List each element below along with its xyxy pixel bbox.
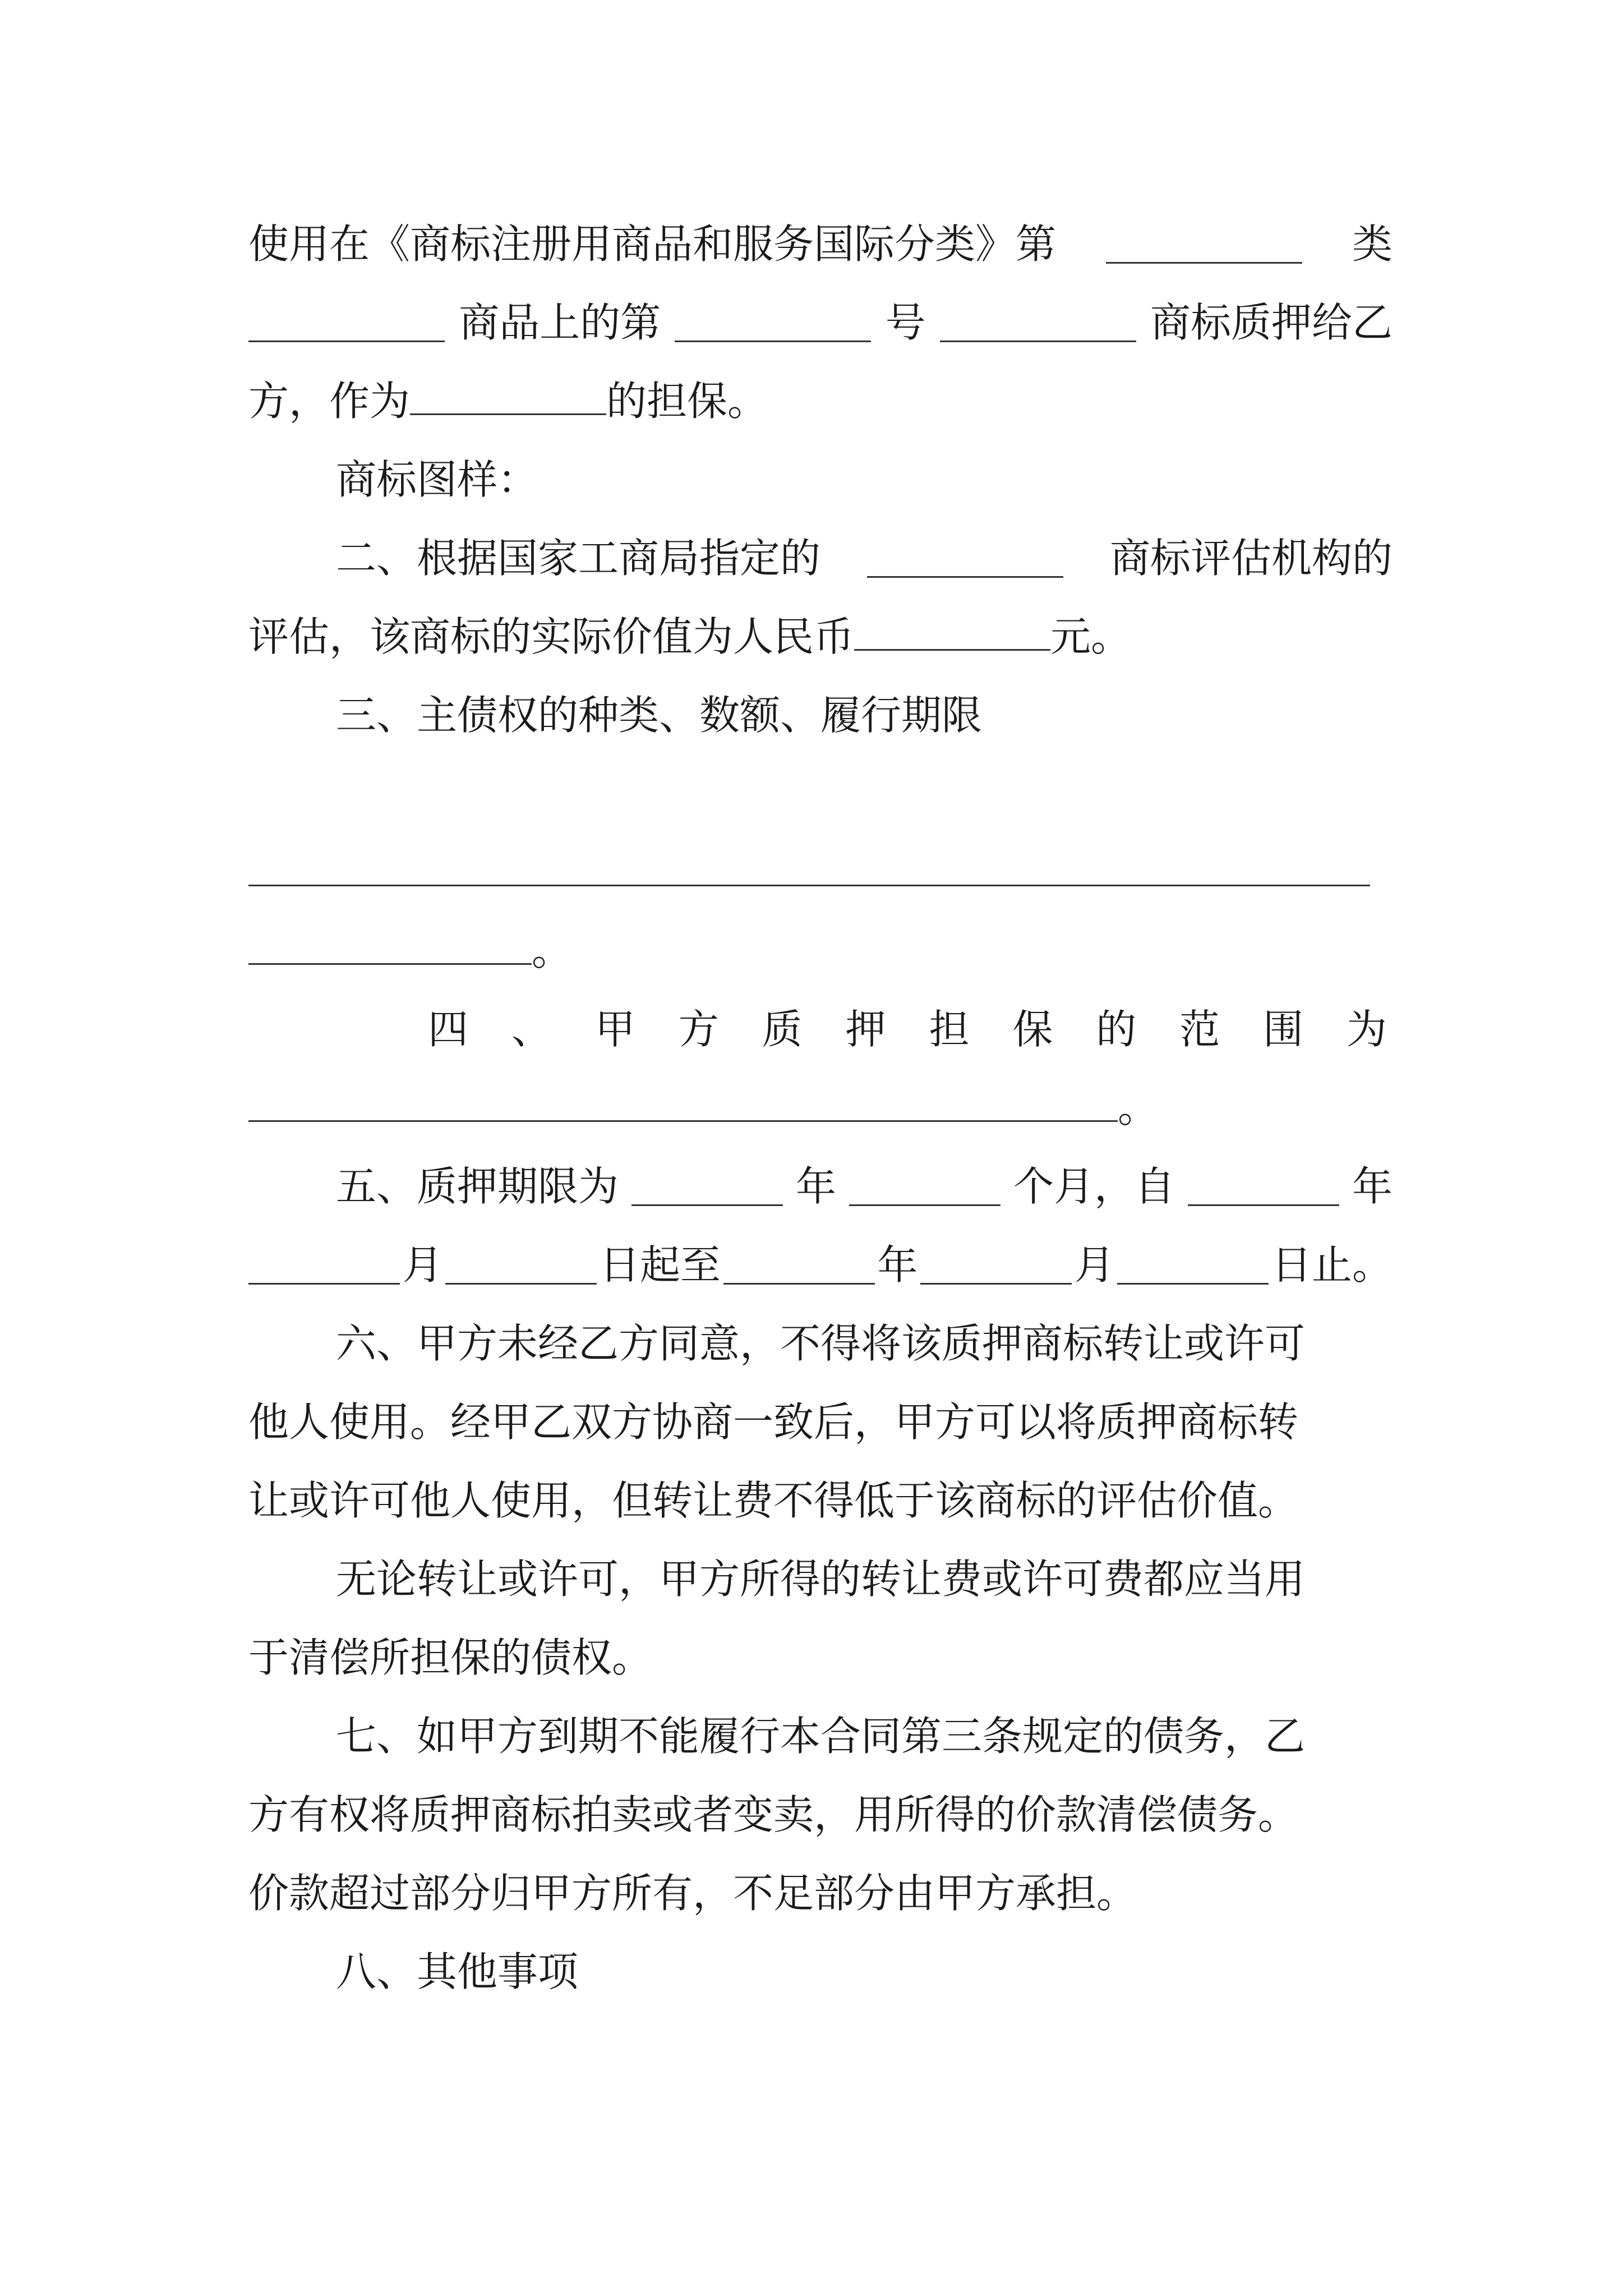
clause-six-para2-line-2 <box>248 1618 1393 1697</box>
blank-field[interactable] <box>723 1246 875 1285</box>
clause-four-line-2 <box>248 1069 1393 1147</box>
text: 类 <box>1352 220 1393 268</box>
clause-three-heading <box>248 676 1393 754</box>
blank-field[interactable] <box>248 1083 1118 1122</box>
text: 价款超过部分归甲方所有，不足部分由甲方承担。 <box>248 1870 1137 1917</box>
text: 。 <box>1118 1084 1159 1131</box>
blank-field[interactable] <box>940 303 1136 342</box>
clause-four-line-1 <box>248 990 1393 1069</box>
clause-eight-heading <box>248 1932 1393 2011</box>
text: 号 <box>885 299 926 346</box>
blank-field[interactable] <box>849 1167 1000 1206</box>
blank-field[interactable] <box>631 1167 783 1206</box>
clause-six-para2-line-1 <box>248 1540 1393 1618</box>
text: 方，作为 <box>248 378 411 425</box>
text: 日起至 <box>599 1241 721 1289</box>
clause-five-line-2 <box>248 1226 1393 1304</box>
clause-one-line-3 <box>248 362 1393 440</box>
clause-three-blank-line <box>248 833 1393 912</box>
trademark-sample-label <box>248 440 1393 519</box>
text: 五、质押期限为 <box>336 1163 619 1210</box>
spaced-heading-char: 保 <box>1012 1006 1053 1053</box>
blank-field[interactable] <box>1106 225 1302 264</box>
blank-field[interactable] <box>445 1246 597 1285</box>
clause-seven-line-2 <box>248 1775 1393 1854</box>
text: 无论转让或许可，甲方所得的转让费或许可费都应当用 <box>336 1556 1306 1603</box>
text: 三、主债权的种类、数额、履行期限 <box>336 692 983 739</box>
spaced-heading-char: 质 <box>762 1006 803 1053</box>
text: 他人使用。经甲乙双方协商一致后，甲方可以将质押商标转 <box>248 1398 1299 1446</box>
blank-field[interactable] <box>248 926 532 965</box>
text: 的担保。 <box>606 378 768 425</box>
spaced-heading-char: 担 <box>929 1006 970 1053</box>
spaced-heading-char: 围 <box>1263 1006 1304 1053</box>
blank-field[interactable] <box>675 303 871 342</box>
text: 商标图样： <box>336 456 538 503</box>
text: 商品上的第 <box>459 299 661 346</box>
spaced-heading <box>428 990 1387 1069</box>
blank-field[interactable] <box>867 539 1063 578</box>
blank-field[interactable] <box>854 612 1050 651</box>
text: 个月，自 <box>1013 1163 1175 1210</box>
text: 元。 <box>1050 613 1132 660</box>
clause-six-line-2 <box>248 1383 1393 1461</box>
text: 年 <box>877 1241 918 1289</box>
text: 评估，该商标的实际价值为人民币 <box>248 613 855 660</box>
text: 让或许可他人使用，但转让费不得低于该商标的评估价值。 <box>248 1477 1299 1524</box>
text: 商标质押给乙 <box>1150 299 1393 346</box>
clause-six-line-1 <box>248 1304 1393 1383</box>
text: 日止。 <box>1271 1241 1393 1289</box>
text: 年 <box>795 1163 836 1210</box>
clause-two-line-1 <box>248 519 1393 597</box>
clause-one-line-1 <box>248 205 1393 283</box>
clause-one-line-2 <box>248 283 1393 362</box>
text: 八、其他事项 <box>336 1948 579 1995</box>
text: 六、甲方未经乙方同意，不得将该质押商标转让或许可 <box>336 1320 1306 1367</box>
spaced-heading-char: 、 <box>511 1006 552 1053</box>
text: 年 <box>1352 1163 1393 1210</box>
spaced-heading-char: 甲 <box>594 1006 635 1053</box>
blank-field[interactable] <box>248 303 445 342</box>
spaced-heading-char: 的 <box>1096 1006 1137 1053</box>
clause-two-line-2 <box>248 597 1393 676</box>
clause-six-line-3 <box>248 1461 1393 1540</box>
blank-field[interactable] <box>248 848 1370 886</box>
clause-five-line-1 <box>248 1147 1393 1226</box>
text: 月 <box>402 1241 443 1289</box>
spaced-heading-char: 四 <box>428 1006 469 1053</box>
text: 方有权将质押商标拍卖或者变卖，用所得的价款清偿债务。 <box>248 1791 1299 1838</box>
clause-seven-line-3 <box>248 1854 1393 1932</box>
text: 使用在《商标注册用商品和服务国际分类》第 <box>248 220 1057 268</box>
spaced-heading-char: 范 <box>1179 1006 1220 1053</box>
text: 二、根据国家工商局指定的 <box>336 535 821 582</box>
blank-field[interactable] <box>1188 1167 1339 1206</box>
spaced-heading-char: 为 <box>1346 1006 1387 1053</box>
text: 。 <box>532 927 573 974</box>
blank-field[interactable] <box>1117 1246 1269 1285</box>
clause-three-blank-end <box>248 912 1393 990</box>
text: 月 <box>1074 1241 1115 1289</box>
text: 七、如甲方到期不能履行本合同第三条规定的债务，乙 <box>336 1713 1306 1760</box>
blank-field[interactable] <box>920 1246 1072 1285</box>
text: 商标评估机构的 <box>1109 535 1393 582</box>
spaced-heading-char: 押 <box>845 1006 886 1053</box>
blank-field[interactable] <box>248 1246 400 1285</box>
spaced-heading-char: 方 <box>678 1006 719 1053</box>
clause-seven-line-1 <box>248 1697 1393 1775</box>
blank-field[interactable] <box>410 376 606 415</box>
text: 于清偿所担保的债权。 <box>248 1634 653 1681</box>
